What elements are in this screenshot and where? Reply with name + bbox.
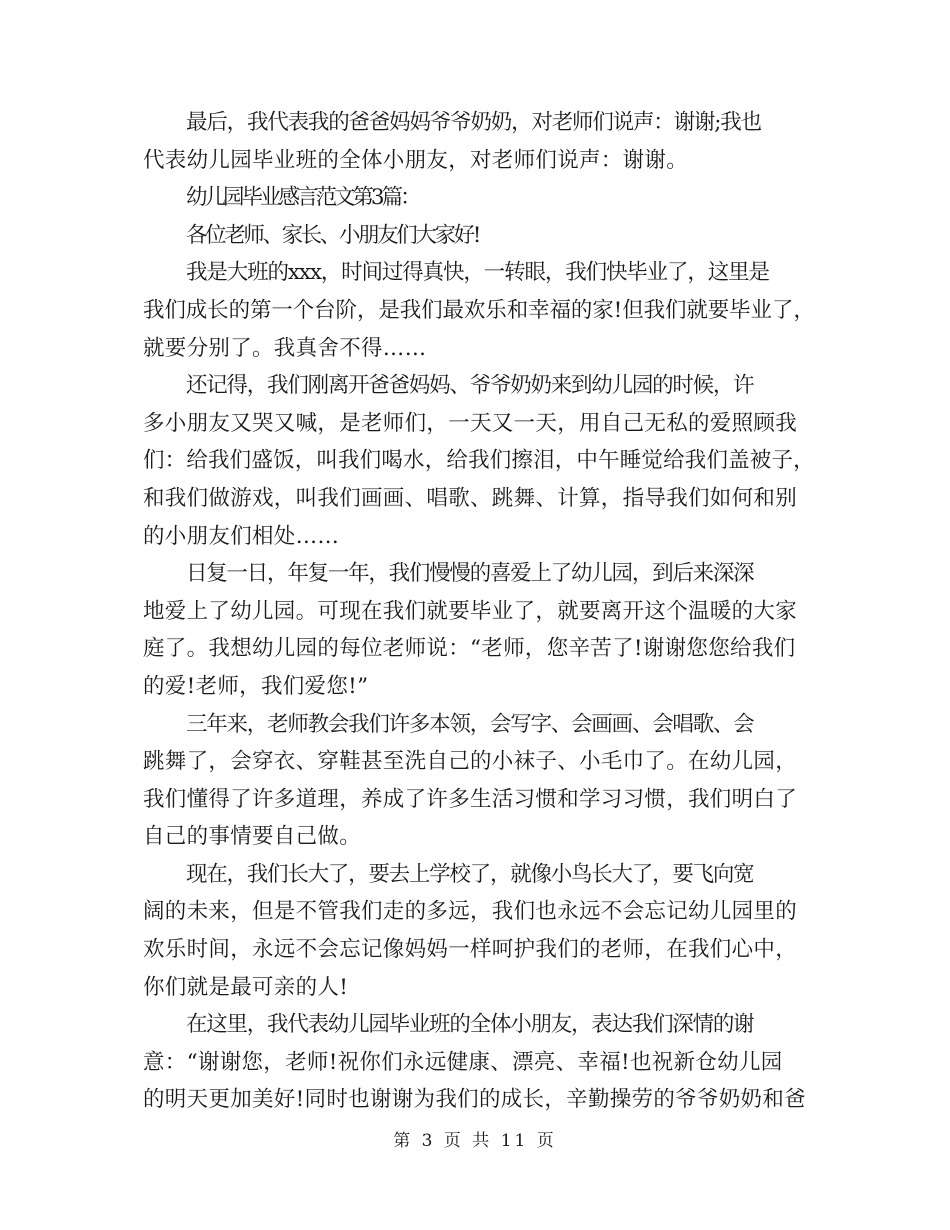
paragraph-line: 在这里，我代表幼儿园毕业班的全体小朋友，表达我们深情的谢 <box>186 1012 754 1038</box>
paragraph-line: 还记得，我们刚离开爸爸妈妈、爷爷奶奶来到幼儿园的时候，许 <box>186 373 754 399</box>
paragraph-line: 各位老师、家长、小朋友们大家好! <box>186 222 479 248</box>
document-body <box>143 104 815 1119</box>
paragraph-line: 最后，我代表我的爸爸妈妈爷爷奶奶，对老师们说声：谢谢;我也 <box>186 110 761 135</box>
paragraph <box>143 217 815 255</box>
paragraph-line: 现在，我们长大了，要去上学校了，就像小鸟长大了，要飞向宽 <box>186 861 754 887</box>
paragraph-line: 我们成长的第一个台阶，是我们最欢乐和幸福的家!但我们就要毕业了， <box>143 297 815 323</box>
paragraph-line: 我们懂得了许多道理，养成了许多生活习惯和学习习惯，我们明白了 <box>143 786 798 812</box>
paragraph <box>143 104 815 179</box>
paragraph <box>143 179 815 217</box>
paragraph-line: 的明天更加美好!同时也谢谢为我们的成长，辛勤操劳的爷爷奶奶和爸 <box>143 1087 806 1113</box>
paragraph <box>143 555 815 705</box>
paragraph <box>143 254 815 367</box>
paragraph-line: 幼儿园毕业感言范文第3篇： <box>186 185 419 211</box>
paragraph-line: 和我们做游戏，叫我们画画、唱歌、跳舞、计算，指导我们如何和别 <box>143 485 798 511</box>
page-footer: 第 3 页 共 11 页 <box>393 1131 557 1151</box>
paragraph-line: 欢乐时间，永远不会忘记像妈妈一样呵护我们的老师，在我们心中， <box>143 937 798 963</box>
paragraph <box>143 367 815 555</box>
paragraph <box>143 1006 815 1119</box>
paragraph-line: 地爱上了幼儿园。可现在我们就要毕业了，就要离开这个温暖的大家 <box>143 598 798 624</box>
paragraph-line: 三年来，老师教会我们许多本领，会写字、会画画、会唱歌、会 <box>186 711 754 737</box>
paragraph-line: 的爱!老师，我们爱您!” <box>143 673 369 699</box>
paragraph-line: 们：给我们盛饭，叫我们喝水，给我们擦泪，中午睡觉给我们盖被子， <box>143 448 815 474</box>
paragraph <box>143 856 815 1006</box>
paragraph-line: 日复一日，年复一年，我们慢慢的喜爱上了幼儿园，到后来深深 <box>186 561 754 587</box>
paragraph-line: 跳舞了，会穿衣、穿鞋甚至洗自己的小袜子、小毛巾了。在幼儿园， <box>143 749 798 775</box>
paragraph-line: 自己的事情要自己做。 <box>143 824 362 850</box>
paragraph-line: 意：“谢谢您，老师!祝你们永远健康、漂亮、幸福!也祝新仓幼儿园 <box>143 1049 783 1075</box>
paragraph-line: 就要分别了。我真舍不得…… <box>143 335 427 361</box>
paragraph-line: 代表幼儿园毕业班的全体小朋友，对老师们说声：谢谢。 <box>143 147 689 173</box>
paragraph <box>143 706 815 856</box>
paragraph-line: 的小朋友们相处…… <box>143 523 340 549</box>
paragraph-line: 我是大班的xxx，时间过得真快，一转眼，我们快毕业了，这里是 <box>186 260 769 286</box>
paragraph-line: 阔的未来，但是不管我们走的多远，我们也永远不会忘记幼儿园里的 <box>143 899 798 925</box>
paragraph-line: 你们就是最可亲的人! <box>143 974 349 1000</box>
paragraph-line: 庭了。我想幼儿园的每位老师说：“老师，您辛苦了!谢谢您您给我们 <box>143 636 796 662</box>
paragraph-line: 多小朋友又哭又喊，是老师们，一天又一天，用自己无私的爱照顾我 <box>143 410 798 436</box>
